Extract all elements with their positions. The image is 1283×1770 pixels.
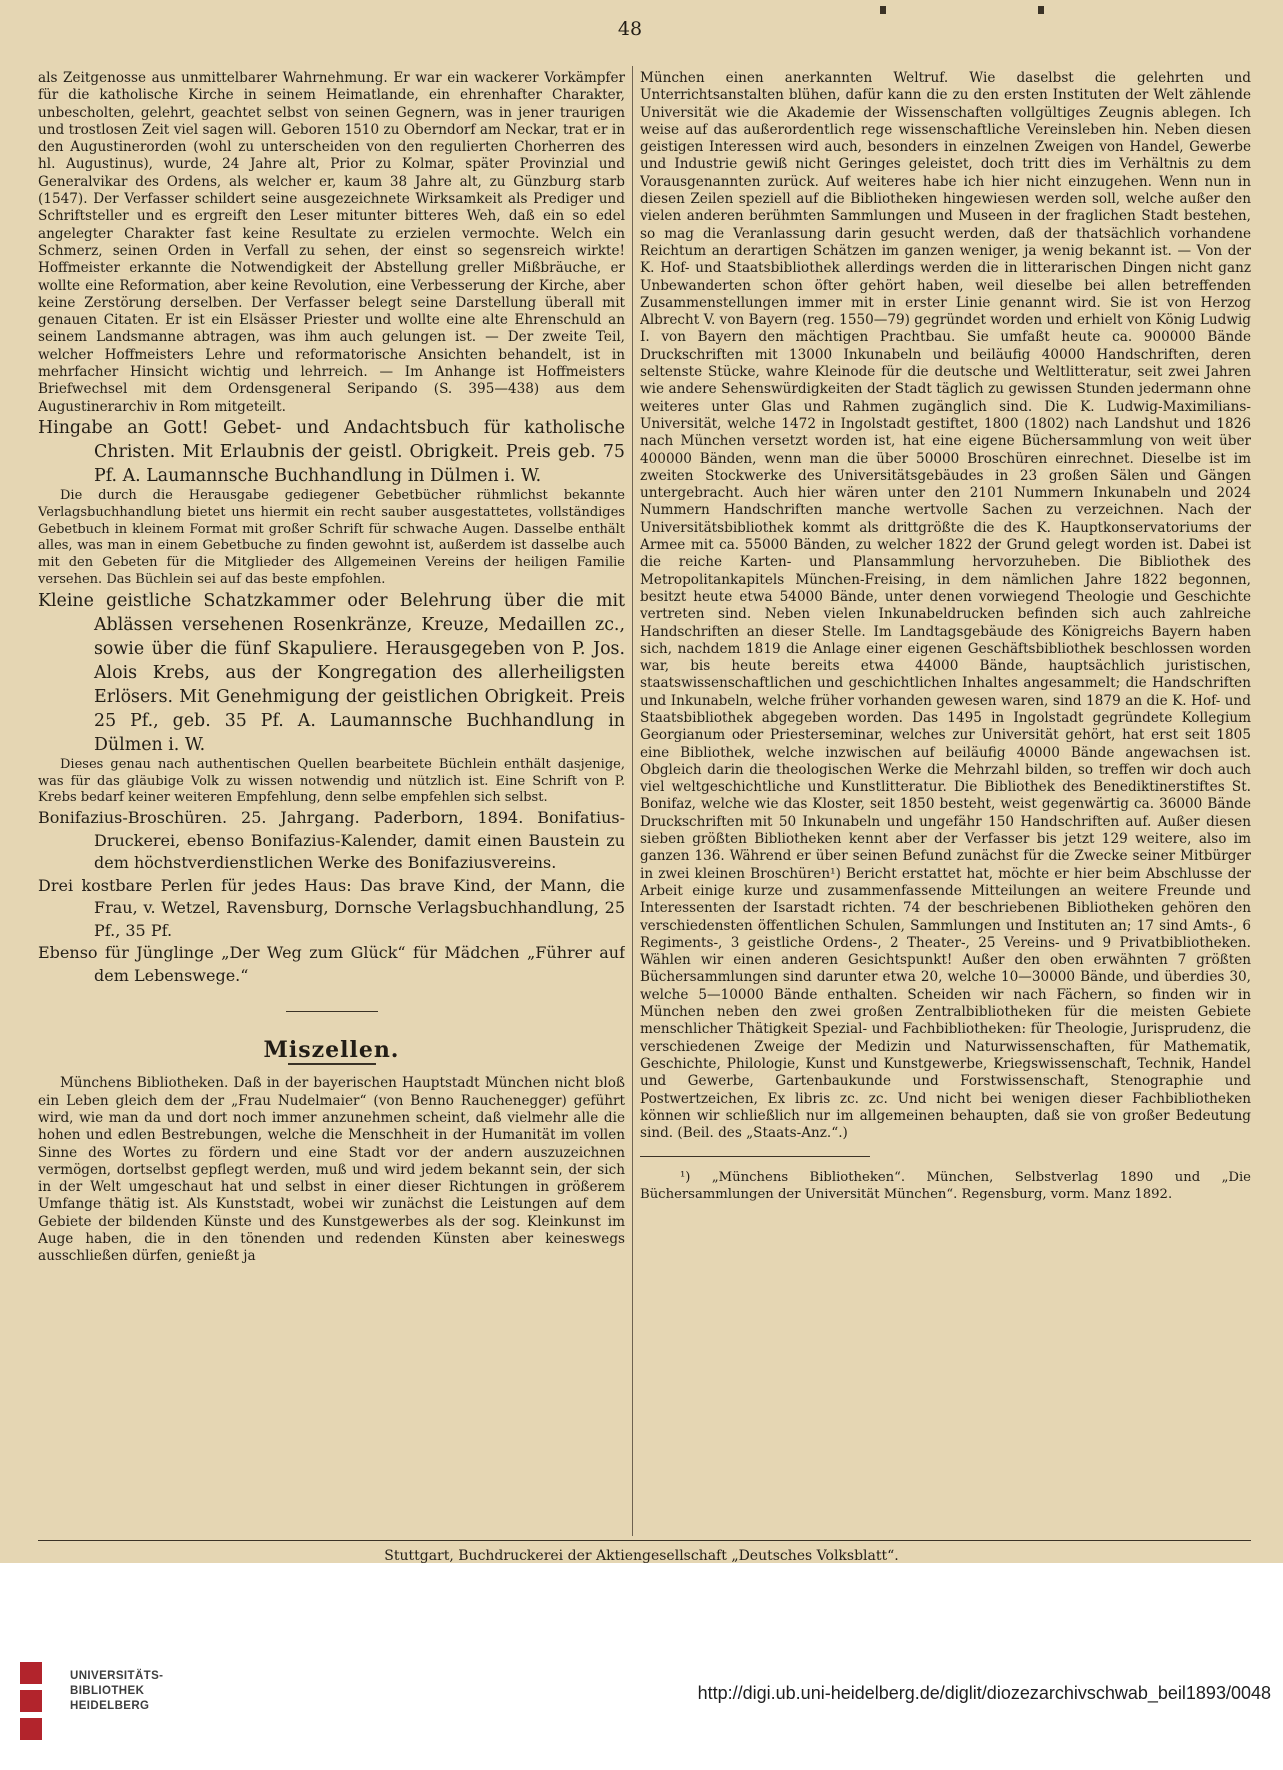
book-entry-title: Bonifazius-Broschüren. 25. Jahrgang. Paderborn, 1894. Bonifatius-Druckerei, ebenso Bonifazius-Kalender, damit einen Baustein zu dem höchstverdienstlichen Werke des Bonifaziusvereins. — [38, 808, 625, 873]
book-entry-title: Hingabe an Gott! Gebet- und Andachtsbuch für katholische Christen. Mit Erlaubnis der geistl. Obrigkeit. Preis geb. 75 Pf. A. Laumannsche Buchhandlung in Dülmen i. W. — [38, 417, 625, 486]
page-number: 48 — [617, 18, 643, 40]
source-url-link[interactable]: http://digi.ub.uni-heidelberg.de/diglit/diozezarchivschwab_beil1893/0048 — [697, 1683, 1271, 1703]
register-mark — [1038, 6, 1044, 14]
library-name — [70, 1669, 163, 1714]
intro-paragraph: als Zeitgenosse aus unmittelbarer Wahrnehmung. Er war ein wackerer Vorkämpfer für die katholische Kirche in seinem Heimatlande, ein ehrenhafter Charakter, unbescholten, gelehrt, geachtet selbst von seinen Gegnern, was in jener traurigen und trostlosen Zeit viel sagen will. Geboren 1510 zu Oberndorf am Neckar, trat er in den Augustinerorden (wohl zu unterscheiden von den regulierten Chorherren des hl. Augustinus), wurde, 24 Jahre alt, Prior zu Kolmar, später Provinzial und Generalvikar des Ordens, als welcher er, kaum 38 Jahre alt, zu Günzburg starb (1547). Der Verfasser schildert seine ausgezeichnete Wirksamkeit als Prediger und Schriftsteller und es ergreift den Leser mitunter bitteres Weh, daß ein so edel angelegter Charakter fast keine Resultate zu erzielen vermochte. Welch ein Schmerz, seinen Orden in Verfall zu sehen, der einst so segensreich wirkte! Hoffmeister erkannte die Notwendigkeit der Abstellung greller Mißbräuche, er wollte eine Reformation, aber keine Revolution, eine Verbesserung der Kirche, aber keine Zerstörung derselben. Der Verfasser belegt seine Darstellung überall mit genauen Citaten. Er ist ein Elsässer Priester und wollte eine alte Ehrenschuld an seinem Landsmanne abtragen, was ihm auch gelungen ist. — Der zweite Teil, welcher Hoffmeisters Lehre und reformatorische Ansichten behandelt, ist in mehrfacher Hinsicht wichtig und lehrreich. — Im Anhange ist Hoffmeisters Briefwechsel mit dem Ordensgeneral Seripando (S. 395—438) aus dem Augustinerarchiv in Rom mitgeteilt. — [38, 70, 625, 415]
book-entry-title: Ebenso für Jünglinge „Der Weg zum Glück“ für Mädchen „Führer auf dem Lebenswege.“ — [38, 943, 625, 985]
footnote-divider — [640, 1156, 870, 1157]
article-paragraph: Münchens Bibliotheken. Daß in der bayerischen Hauptstadt München nicht bloß ein Leben gleich dem der „Frau Nudelmaier“ (von Benno Rauchenegger) geführt wird, wie man da und dort noch immer anzunehmen scheint, daß vielmehr alle die hohen und edlen Bestrebungen, welche die Menschheit in der Humanität im vollen Sinne des Wortes zu fördern und eine Stadt vor der andern auszuzeichnen vermögen, dortselbst gepflegt werden, muß und wird jedem bekannt sein, der sich in der Welt umgeschaut hat und selbst in einer dieser Richtungen in größerem Umfange thätig ist. Als Kunststadt, wobei wir zunächst die Leistungen auf dem Gebiete der bildenden Künste und des Kunstgewerbes als der sog. Kleinkunst im Auge haben, die in den tönenden und redenden Künsten aber keineswegs ausschließen dürfen, genießt ja — [38, 1075, 625, 1265]
library-name-line: BIBLIOTHEK — [70, 1685, 145, 1697]
book-entry-title: Drei kostbare Perlen für jedes Haus: Das brave Kind, der Mann, die Frau, v. Wetzel, Ravensburg, Dornsche Verlagsbuchhandlung, 25 Pf., 35 Pf. — [38, 875, 625, 940]
column-divider — [632, 66, 633, 1536]
article-paragraph: München einen anerkannten Weltruf. Wie daselbst die gelehrten und Unterrichtsanstalten blühen, dafür kann die zu den ersten Instituten der Welt zählende Universität wie die Akademie der Wissenschaften vollgültiges Zeugnis ablegen. Ich weise auf das außerordentlich rege wissenschaftliche Vereinsleben hin. Neben diesen geistigen Interessen wird auch, besonders in einzelnen Zweigen von Handel, Gewerbe und Industrie gewiß nicht Geringes geleistet, doch tritt dies im Verhältnis zu dem Vorausgenannten zurück. Auf weiteres habe ich hier nicht einzugehen. Wenn nun in diesen Zeilen speziell auf die Bibliotheken hingewiesen werden soll, welche außer den vielen anderen berühmten Sammlungen und Museen in der fraglichen Stadt bestehen, so mag die Veranlassung darin gesucht werden, daß der thatsächlich vorhandene Reichtum an derartigen Schätzen im ganzen weniger, ja wenig bekannt ist. — Von der K. Hof- und Staatsbibliothek allerdings werden die in litterarischen Dingen nicht ganz Unbewanderten schon öfter gehört haben, weil dieselbe bei allen betreffenden Zusammenstellungen immer mit in erster Linie genannt wird. Sie ist von Herzog Albrecht V. von Bayern (reg. 1550—79) gegründet worden und erhielt von König Ludwig I. von Bayern den mächtigen Prachtbau. Sie umfaßt heute ca. 900000 Bände Druckschriften mit 13000 Inkunabeln und beiläufig 40000 Handschriften, deren seltenste Stücke, wahre Kleinode für die deutsche und Weltlitteratur, seit zwei Jahren wie andere Sehenswürdigkeiten der Stadt täglich zu gewissen Stunden jedermann ohne weiteres unter Glas und Rahmen zugänglich sind. Die K. Ludwig-Maximilians-Universität, welche 1472 in Ingolstadt gestiftet, 1800 (1802) nach Landshut und 1826 nach München versetzt worden ist, hat eine eigene Büchersammlung von weit über 400000 Bänden, wenn man die über 50000 Broschüren einrechnet. Dieselbe ist im zweiten Stockwerke des Universitätsgebäudes in 23 großen Sälen und Gängen untergebracht. Auch hier wären unter den 2101 Nummern Inkunabeln und 2024 Nummern Handschriften manche wertvolle Sachen zu verzeichnen. Nach der Universitätsbibliothek kommt als drittgrößte die des K. Hauptkonservatoriums der Armee mit ca. 55000 Bänden, zu welcher 1822 der Grund gelegt worden ist. Dabei ist die reiche Karten- und Plansammlung hervorzuheben. Die Bibliothek des Metropolitankapitels München-Freising, in dem nämlichen Jahre 1822 begonnen, besitzt heute etwa 54000 Bände, unter denen vorwiegend Theologie und Geschichte vertreten sind. Neben vielen Inkunabeldrucken befinden sich auch zahlreiche Handschriften an dieser Stelle. Im Landtagsgebäude des Königreichs Bayern haben sich, nachdem 1819 die Anlage einer eigenen Geschäftsbibliothek beschlossen worden war, bis heute bereits etwa 44000 Bände, hauptsächlich juristischen, staatswissenschaftlichen und geschichtlichen Inhaltes angesammelt; die Handschriften und Inkunabeln, welche früher vorhanden gewesen waren, sind 1879 an die K. Hof- und Staatsbibliothek abgegeben worden. Das 1495 in Ingolstadt gegründete Kollegium Georgianum oder Priesterseminar, welches zur Universität gehört, hat erst seit 1805 eine Bibliothek, welche inzwischen auf beiläufig 40000 Bände angewachsen ist. Obgleich darin die theologischen Werke die Mehrzahl bilden, so treffen wir doch auch viel weltgeschichtliche und Kunstlitteratur. Die Bibliothek des Benediktinerstiftes St. Bonifaz, welche wie das Kloster, seit 1850 besteht, weist gegenwärtig ca. 36000 Bände Druckschriften mit 50 Inkunabeln und ungefähr 150 Handschriften auf. Außer diesen sieben größten Bibliotheken kennt aber der Verfasser bis jetzt 129 weitere, also im ganzen 136. Während er über seinen Befund zunächst für die Zwecke seiner Mitbürger in zwei kleinen Broschüren¹) Bericht erstattet hat, möchte er hier beim Abschlusse der Arbeit einige kurze und zusammenfassende Mitteilungen an weitere Freunde und Interessenten der Isarstadt richten. 74 der beschriebenen Bibliotheken gehören den verschiedensten öffentlichen Schulen, Sammlungen und Instituten an; 17 sind Amts-, 6 Regiments-, 3 geistliche Ordens-, 2 Theater-, 25 Vereins- und 9 Privatbibliotheken. Wählen wir einen anderen Gesichtspunkt! Außer den oben erwähnten 7 größten Büchersammlungen sind darunter etwa 20, welche 10—30000 Bände, und überdies 30, welche 5—10000 Bände enthalten. Scheiden wir nach Fächern, so finden wir in München neben den zwei großen Zentralbibliotheken für die meisten Gebiete menschlicher Thätigkeit Spezial- und Fachbibliotheken: für Theologie, Jurisprudenz, die verschiedenen Zweige der Medizin und Naturwissenschaften, für Mathematik, Geschichte, Philologie, Kunst und Kunstgewerbe, Kriegswissenschaft, Technik, Handel und Gewerbe, Gartenbaukunde und Forstwissenschaft, Stenographie und Postwertzeichen, Ex libris zc. zc. Und nicht bei wenigen dieser Fachbibliotheken können wir schließlich nur im allgemeinen behaupten, daß sie von großer Bedeutung sind. (Beil. des „Staats-Anz.“.) — [640, 70, 1251, 1142]
footnote: ¹) „Münchens Bibliotheken“. München, Selbstverlag 1890 und „Die Büchersammlungen der Universität München“. Regensburg, vorm. Manz 1892. — [640, 1170, 1251, 1203]
book-entry-title: Kleine geistliche Schatzkammer oder Belehrung über die mit Ablässen versehenen Rosenkränze, Kreuze, Medaillen zc., sowie über die fünf Skapuliere. Herausgegeben von P. Jos. Alois Krebs, aus der Kongregation des allerheiligsten Erlösers. Mit Genehmigung der geistlichen Obrigkeit. Preis 25 Pf., geb. 35 Pf. A. Laumannsche Buchhandlung in Dülmen i. W. — [38, 590, 625, 755]
book-entry-review: Die durch die Herausgabe gediegener Gebetbücher rühmlichst bekannte Verlagsbuchhandlung bietet uns hiermit ein recht sauber ausgestattetes, vollständiges Gebetbuch in kleinem Format mit großer Schrift für schwache Augen. Dasselbe enthält alles, was man in einem Gebetbuche zu finden gewohnt ist, außerdem ist dasselbe auch mit den Gebeten für die Mitglieder des Allgemeinen Vereins der heiligen Familie versehen. Das Büchlein sei auf das beste empfohlen. — [38, 487, 625, 587]
section-divider — [286, 1011, 378, 1012]
left-column — [38, 70, 625, 1538]
viewer-footer — [0, 1572, 1283, 1770]
library-name-line: HEIDELBERG — [70, 1700, 150, 1712]
book-entry-review: Dieses genau nach authentischen Quellen bearbeitete Büchlein enthält dasjenige, was für das gläubige Volk zu wissen notwendig und nützlich ist. Eine Schrift von P. Krebs bedarf keiner weiteren Empfehlung, denn selbe empfehlen sich selbst. — [38, 756, 625, 806]
printer-imprint: Stuttgart, Buchdruckerei der Aktiengesellschaft „Deutsches Volksblatt“. — [384, 1548, 899, 1564]
section-heading: Miszellen. — [263, 1037, 400, 1064]
bottom-divider — [38, 1540, 1251, 1541]
right-column — [640, 70, 1251, 1538]
heading-underline — [288, 1063, 376, 1065]
register-mark — [880, 6, 886, 14]
library-name-line: UNIVERSITÄTS- — [70, 1670, 164, 1682]
